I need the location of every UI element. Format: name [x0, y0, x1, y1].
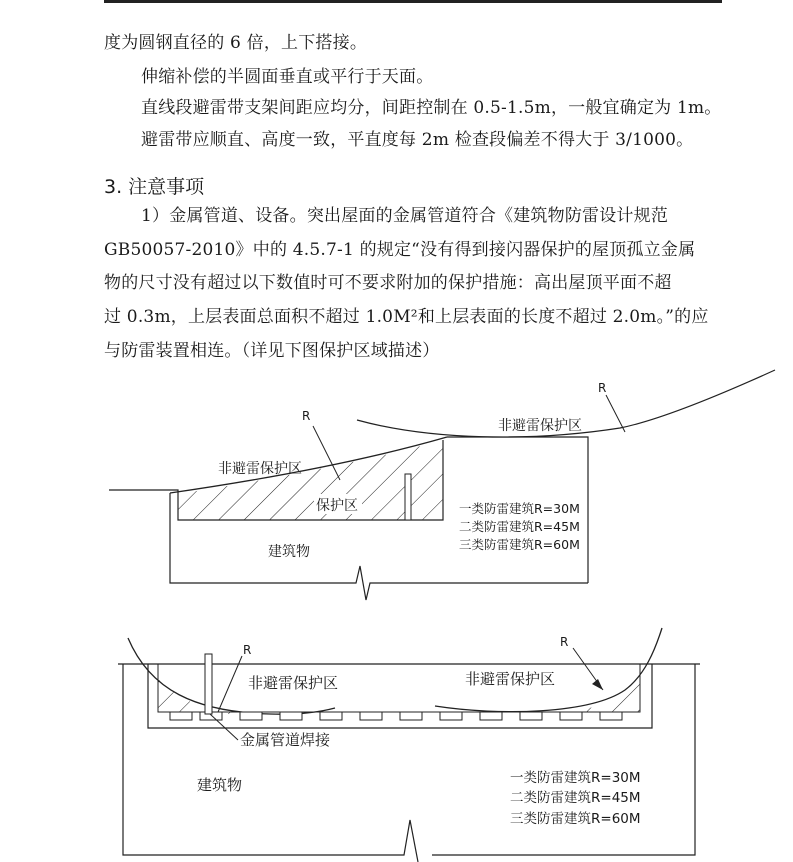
section-line: 1）金属管道、设备。突出屋面的金属管道符合《建筑物防雷设计规范 — [141, 206, 669, 226]
r-label-right: R — [560, 635, 569, 649]
protection-zone-hatch — [570, 668, 640, 712]
non-protection-zone-label: 非避雷保护区 — [218, 461, 302, 477]
legend-line: 三类防雷建筑R=60M — [459, 537, 580, 552]
section-line: 与防雷装置相连。（详见下图保护区域描述） — [104, 341, 440, 361]
legend-line: 一类防雷建筑R=30M — [459, 501, 580, 516]
r-leader — [606, 395, 625, 432]
paragraph-line: 避雷带应顺直、高度一致，平直度每 2m 检查段偏差不得大于 3/1000。 — [141, 130, 694, 150]
figure-2 — [118, 628, 700, 862]
figure-1 — [109, 370, 775, 600]
section-line: 物的尺寸没有超过以下数值时可不要求附加的保护措施：高出屋顶平面不超 — [104, 273, 672, 293]
legend-line: 二类防雷建筑R=45M — [510, 790, 641, 806]
building-label: 建筑物 — [197, 776, 243, 794]
paragraph-line: 伸缩补偿的半圆面垂直或平行于天面。 — [141, 67, 434, 87]
section-heading: 3. 注意事项 — [104, 176, 205, 198]
weld-label: 金属管道焊接 — [240, 731, 331, 749]
metal-pipe — [205, 654, 212, 714]
r-label-left: R — [243, 643, 252, 657]
weld-leader — [210, 714, 238, 740]
break-line — [400, 820, 418, 862]
legend-line: 二类防雷建筑R=45M — [459, 519, 580, 534]
non-protection-zone-label: 非避雷保护区 — [465, 670, 556, 688]
section-line: GB50057-2010》中的 4.5.7-1 的规定“没有得到接闪器保护的屋顶孤立金属 — [104, 240, 696, 260]
non-protection-zone-label: 非避雷保护区 — [248, 674, 339, 692]
paragraph-line: 度为圆钢直径的 6 倍，上下搭接。 — [104, 33, 368, 53]
r-label-left: R — [302, 409, 311, 423]
r-label-right: R — [598, 381, 607, 395]
metal-pipe — [405, 474, 411, 520]
protection-zone-label: 保护区 — [316, 498, 358, 514]
protection-zone-hatch — [150, 670, 250, 714]
section-line: 过 0.3m，上层表面总面积不超过 1.0M²和上层表面的长度不超过 2.0m。”的应 — [104, 307, 709, 327]
break-line — [350, 566, 588, 600]
building-label: 建筑物 — [268, 544, 310, 560]
non-protection-zone-label: 非避雷保护区 — [498, 418, 582, 434]
legend-line: 一类防雷建筑R=30M — [510, 770, 641, 786]
protection-zone-hatch — [178, 440, 443, 520]
paragraph-line: 直线段避雷带支架间距应均分，间距控制在 0.5-1.5m，一般宜确定为 1m。 — [141, 98, 722, 118]
roof-recess-inner — [158, 664, 640, 712]
legend-line: 三类防雷建筑R=60M — [510, 811, 641, 827]
arrow-head — [592, 679, 603, 690]
